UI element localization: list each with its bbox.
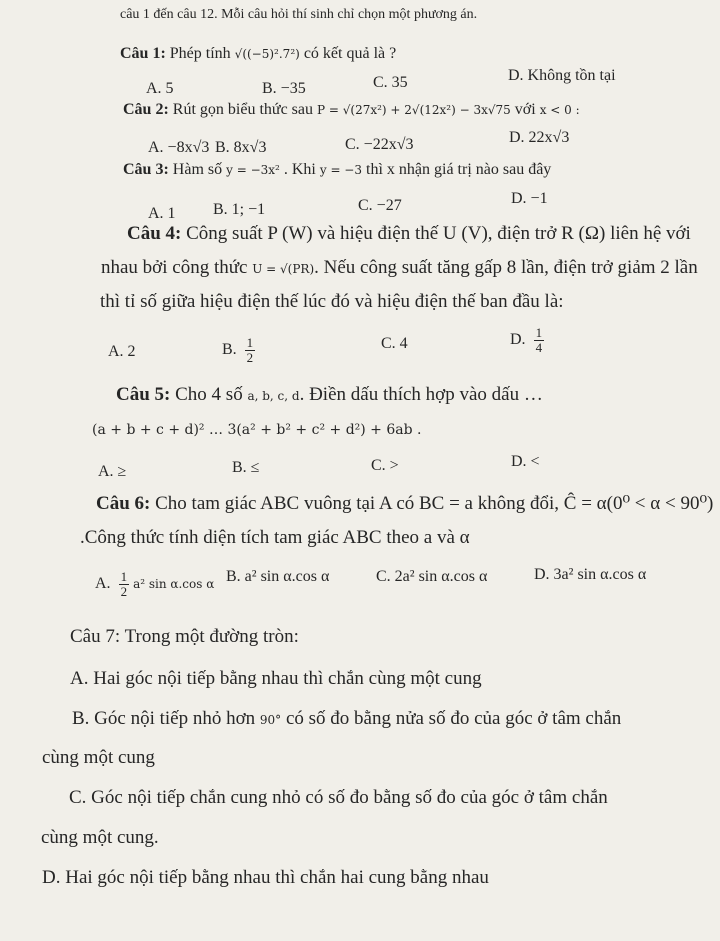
question-6-line-2: .Công thức tính diện tích tam giác ABC theo a và α bbox=[80, 527, 470, 548]
numerator: 1 bbox=[246, 335, 254, 350]
option-a[interactable]: A. 2 bbox=[108, 343, 136, 360]
option-c[interactable]: C. > bbox=[371, 457, 399, 474]
question-4-line-2 bbox=[101, 256, 698, 281]
question-tail: với bbox=[514, 101, 536, 118]
math-formula: U = √(PR) bbox=[252, 262, 315, 276]
question-mid: . Khi bbox=[283, 161, 316, 178]
option-text: B. Góc nội tiếp nhỏ hơn bbox=[72, 708, 256, 729]
fraction bbox=[119, 570, 130, 599]
option-d[interactable] bbox=[510, 326, 544, 355]
math-expression: (a + b + c + d)² … 3(a² + b² + c² + d²) + 6ab . bbox=[92, 422, 422, 438]
option-a[interactable]: A. 1 bbox=[148, 205, 176, 222]
option-d[interactable]: D. 3a² sin α.cos α bbox=[534, 566, 647, 583]
question-label: Câu 1: bbox=[120, 45, 166, 62]
option-d[interactable]: D. Hai góc nội tiếp bằng nhau thì chắn hai cung bằng nhau bbox=[42, 867, 489, 888]
math-vars: a, b, c, d bbox=[247, 389, 300, 403]
option-d[interactable]: D. < bbox=[511, 453, 540, 470]
option-c[interactable]: C. 4 bbox=[381, 335, 408, 352]
option-a[interactable]: A. 5 bbox=[146, 80, 174, 97]
question-text: Phép tính bbox=[169, 45, 231, 62]
question-text: Cho 4 số bbox=[175, 384, 243, 405]
degree-value: 90° bbox=[259, 713, 282, 727]
question-label: Câu 2: bbox=[123, 101, 169, 118]
option-b[interactable]: B. ≤ bbox=[232, 459, 260, 476]
option-label: D. bbox=[510, 331, 526, 349]
question-3 bbox=[123, 160, 551, 180]
option-c[interactable]: C. 35 bbox=[373, 74, 408, 91]
question-text: . Nếu công suất tăng gấp 8 lần, điện trở giảm 2 lần bbox=[314, 257, 698, 278]
question-text: Rút gọn biểu thức sau bbox=[172, 101, 313, 118]
option-c[interactable]: C. 2a² sin α.cos α bbox=[376, 568, 488, 585]
question-text: Công suất P (W) và hiệu điện thế U (V), điện trở R (Ω) liên hệ với bbox=[186, 223, 691, 244]
question-7 bbox=[70, 625, 299, 649]
option-a[interactable]: A. −8x√3 bbox=[148, 139, 210, 156]
intro-line: câu 1 đến câu 12. Mỗi câu hỏi thí sinh chỉ chọn một phương án. bbox=[120, 7, 478, 22]
option-d[interactable]: D. −1 bbox=[511, 190, 548, 207]
option-b[interactable]: B. 8x√3 bbox=[215, 139, 267, 156]
option-a[interactable]: A. Hai góc nội tiếp bằng nhau thì chắn cùng một cung bbox=[70, 668, 482, 689]
option-c-line-2: cùng một cung. bbox=[41, 827, 159, 848]
question-6 bbox=[96, 492, 713, 516]
question-text: Hàm số bbox=[172, 161, 223, 178]
question-label: Câu 6: bbox=[96, 493, 151, 514]
question-text: Cho tam giác ABC vuông tại A có BC = a không đổi, Ĉ = α(0⁰ < α < 90⁰) bbox=[155, 493, 714, 514]
option-text: có số đo bằng nửa số đo của góc ở tâm chắn bbox=[285, 708, 622, 729]
denominator: 4 bbox=[535, 340, 543, 355]
option-a[interactable]: A. ≥ bbox=[98, 463, 127, 480]
question-tail: . Điền dấu thích hợp vào dấu … bbox=[299, 384, 543, 405]
fraction bbox=[534, 326, 545, 355]
denominator: 2 bbox=[120, 584, 128, 599]
option-label: A. bbox=[95, 575, 111, 593]
option-b[interactable]: B. a² sin α.cos α bbox=[226, 568, 330, 585]
question-label: Câu 3: bbox=[123, 161, 169, 178]
question-label: Câu 7: bbox=[70, 626, 121, 647]
question-label: Câu 4: bbox=[127, 223, 182, 244]
question-4 bbox=[127, 222, 691, 246]
option-b[interactable] bbox=[72, 707, 621, 732]
question-tail: thì x nhận giá trị nào sau đây bbox=[366, 161, 552, 178]
question-4-line-3: thì tỉ số giữa hiệu điện thế lúc đó và hiệu điện thế ban đầu là: bbox=[100, 291, 564, 312]
option-b[interactable]: B. 1; −1 bbox=[213, 201, 266, 218]
question-1 bbox=[120, 44, 396, 64]
option-b[interactable]: B. −35 bbox=[262, 80, 306, 97]
option-b[interactable] bbox=[222, 336, 255, 365]
option-c[interactable]: C. −22x√3 bbox=[345, 136, 414, 153]
question-tail: có kết quả là ? bbox=[303, 45, 397, 62]
math-expression: y = −3x² bbox=[226, 163, 280, 177]
question-label: Câu 5: bbox=[116, 384, 171, 405]
option-label: B. bbox=[222, 341, 237, 359]
math-condition: x < 0 : bbox=[539, 103, 580, 117]
option-d[interactable]: D. 22x√3 bbox=[509, 129, 570, 146]
question-2 bbox=[123, 100, 580, 120]
numerator: 1 bbox=[120, 569, 128, 584]
option-b-line-2: cùng một cung bbox=[42, 747, 155, 768]
option-c[interactable]: C. −27 bbox=[358, 197, 402, 214]
math-expression: a² sin α.cos α bbox=[133, 577, 215, 592]
math-condition: y = −3 bbox=[319, 163, 362, 177]
denominator: 2 bbox=[246, 350, 254, 365]
math-expression: √((−5)².7²) bbox=[234, 47, 300, 61]
math-expression: P = √(27x²) + 2√(12x²) − 3x√75 bbox=[317, 103, 511, 117]
numerator: 1 bbox=[535, 325, 543, 340]
option-a[interactable] bbox=[95, 570, 214, 599]
fraction bbox=[245, 336, 256, 365]
question-text: nhau bởi công thức bbox=[101, 257, 248, 278]
question-text: Trong một đường tròn: bbox=[124, 626, 299, 647]
question-5 bbox=[116, 383, 543, 408]
option-c[interactable]: C. Góc nội tiếp chắn cung nhỏ có số đo bằng số đo của góc ở tâm chắn bbox=[69, 787, 608, 808]
option-d[interactable]: D. Không tồn tại bbox=[508, 67, 616, 84]
